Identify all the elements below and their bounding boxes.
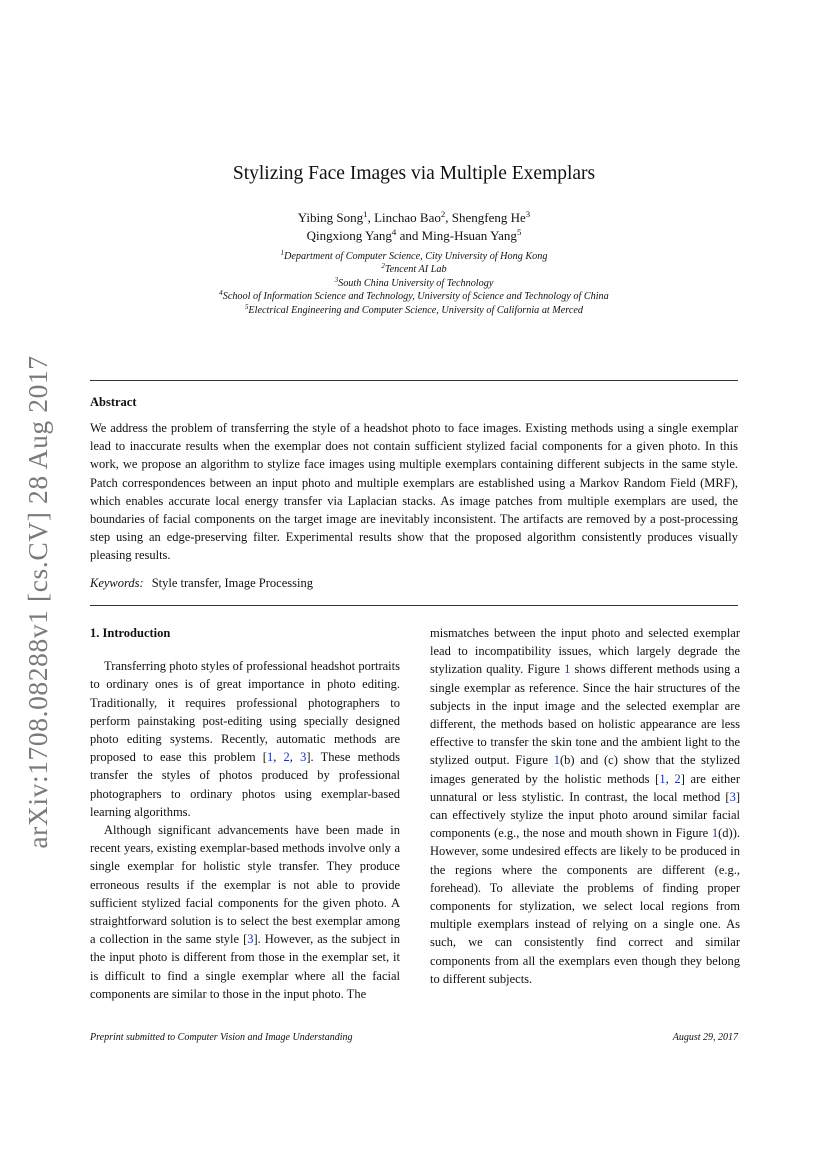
author-sup: 1: [363, 209, 368, 220]
paper-title: Stylizing Face Images via Multiple Exemplars: [232, 163, 596, 184]
body-text: mismatches between the input photo and selected exemplar lead to incompatibility issues, which largely degrade the stylization quality. Figure: [430, 626, 740, 677]
arxiv-identifier-text: arXiv:1708.08288v1 [cs.CV] 28 Aug 2017: [22, 355, 53, 849]
author-separator: ,: [367, 210, 375, 225]
keywords-label: Keywords:: [90, 576, 144, 590]
affiliation-sup: 5: [244, 303, 249, 311]
author-name: Yibing Song: [297, 210, 364, 225]
citation-link[interactable]: 3: [300, 750, 307, 765]
author-name: Ming-Hsuan Yang: [421, 228, 517, 243]
abstract-heading: Abstract: [90, 395, 137, 409]
affiliation: [0, 290, 828, 303]
citation-link[interactable]: 3: [729, 789, 736, 804]
affiliation: [0, 263, 828, 276]
affiliation-sup: 1: [280, 250, 285, 258]
affiliation: [0, 250, 828, 263]
affiliation-sup: 3: [334, 277, 339, 284]
author-separator: ,: [445, 210, 452, 225]
left-column: [90, 624, 400, 1003]
footer-journal: Preprint submitted to Computer Vision and Image Understanding: [90, 1032, 353, 1043]
citation-link[interactable]: 3: [247, 932, 254, 947]
abstract-text: We address the problem of transferring the style of a headshot photo to face images. Existing methods using a single exemplar lead to inaccurate results when the exemplar does not contain sufficient stylized facial components for a given photo. In this work, we propose an algorithm to stylize face images using multiple exemplars containing different subjects in the same style. Patch correspondences between an input photo and multiple exemplars are established using a Markov Random Field (MRF), which enables accurate local energy transfer via Laplacian stacks. As image patches from multiple exemplars are used, the boundaries of facial components on the target image are inevitably inconsistent. The artifacts are removed by a post-processing step using an edge-preserving filter. Experimental results show that the proposed algorithm consistently produces visually pleasing results.: [90, 421, 738, 563]
footer-date: August 29, 2017: [672, 1032, 738, 1043]
keywords-text: Style transfer, Image Processing: [151, 576, 313, 590]
body-paragraph-continued: [430, 624, 740, 988]
body-text: ]. These methods transfer the styles of photos produced by professional photographers to ordinary photos using exemplar-based learning algorithms.: [90, 750, 401, 819]
citation-link[interactable]: 1: [553, 753, 560, 768]
body-text: (d)). However, some undesired effects are likely to be produced in the regions where the components are different (e.g., forehead). To alleviate the problems of finding proper components for stylization, we select local regions from multiple exemplars instead of relying on a single one. As such, we can consistently find correct and similar components from all the exemplars even though they belong to different subjects.: [430, 826, 740, 986]
body-text: Although significant advancements have been made in recent years, existing exemplar-based methods involve only a single exemplar for holistic style transfer. They produce erroneous results if the exemplar is not able to provide sufficient stylized facial components for the given photo. A straightforward solution is to select the best exemplar among a collection in the same style [: [90, 823, 400, 947]
affiliation-text: Tencent AI Lab: [384, 264, 447, 276]
top-rule: [90, 380, 738, 381]
body-text: ,: [289, 750, 301, 765]
body-text: shows different methods using a single exemplar as reference. Since the hair structures of the subjects in the input image and the selected exemplar are different, the methods based on holistic appearance are less effective to transfer the skin tone and the ambient light to the stylized output. Figure: [430, 662, 740, 768]
keywords: [90, 576, 313, 591]
bottom-rule: [90, 605, 738, 606]
author-line-1: [0, 209, 828, 227]
citation-link[interactable]: 1: [659, 771, 666, 786]
right-column: [430, 624, 740, 988]
affiliation-text: School of Information Science and Technology, University of Science and Technology of China: [222, 291, 609, 303]
affiliation: [0, 304, 828, 317]
affiliation: [0, 277, 828, 290]
author-sup: 4: [391, 227, 397, 238]
body-text: ] are either unnatural or less stylistic. In contrast, the local method [: [430, 771, 740, 804]
author-sup: 2: [440, 209, 446, 220]
citation-link[interactable]: 1: [711, 826, 719, 841]
body-text: ,: [273, 750, 284, 765]
section-heading: 1. Introduction: [90, 626, 171, 640]
author-line-2: [0, 227, 828, 245]
author-conjunction: and: [396, 228, 422, 243]
citation-link[interactable]: 1: [564, 662, 571, 677]
body-paragraph: [90, 657, 400, 821]
author-name: Shengfeng He: [451, 210, 526, 225]
author-list: [0, 209, 828, 245]
affiliation-text: South China University of Technology: [338, 277, 494, 289]
affiliation-text: Electrical Engineering and Computer Science, University of California at Merced: [248, 304, 584, 316]
body-text: ]. However, as the subject in the input photo is different from those in the exemplar set, it is difficult to find a single exemplar where all the facial components are similar to those in the input photo. The: [90, 932, 400, 1001]
body-paragraph: [90, 821, 400, 1003]
body-text: Transferring photo styles of professional headshot portraits to ordinary ones is of great importance in photo editing. Traditionally, it requires professional photographers to perform painstaking post-editing using specially designed photo editing systems. Recently, automatic methods are proposed to ease this problem [: [90, 659, 400, 765]
author-sup: 3: [525, 209, 531, 220]
affiliation-list: [0, 250, 828, 317]
citation-link[interactable]: 2: [283, 750, 290, 765]
author-name: Linchao Bao: [374, 210, 441, 225]
affiliation-sup: 4: [219, 290, 223, 298]
author-sup: 5: [516, 227, 522, 238]
affiliation-text: Department of Computer Science, City University of Hong Kong: [284, 251, 548, 262]
author-name: Qingxiong Yang: [306, 228, 392, 243]
affiliation-sup: 2: [381, 263, 385, 271]
body-text: (b) and (c) show that the stylized images generated by the holistic methods [: [430, 753, 740, 786]
body-text: ,: [665, 771, 675, 786]
body-text: ] can effectively stylize the input photo around similar facial components (e.g., the nose and mouth shown in Figure: [430, 789, 740, 841]
citation-link[interactable]: 2: [674, 771, 681, 786]
citation-link[interactable]: 1: [266, 750, 274, 765]
